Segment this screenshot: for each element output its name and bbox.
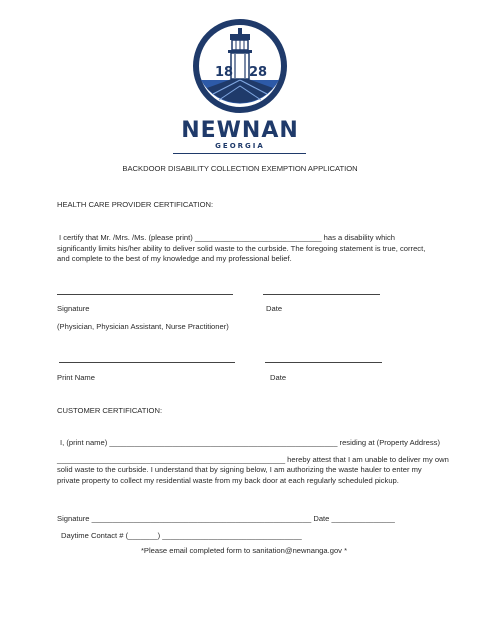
logo-city-name: NEWNAN (181, 118, 299, 143)
customer-statement (57, 438, 449, 486)
signature-label: Signature (57, 304, 90, 313)
customer-signature-line[interactable]: Signature ____________________________________________________ Date _______________ (57, 514, 395, 523)
hcp-line-1: I certify that Mr. /Mrs. /Ms. (please print) ______________________________ has a disability which (59, 233, 396, 242)
logo-state-name: GEORGIA (215, 142, 265, 150)
logo-divider (173, 153, 306, 154)
email-note: *Please email completed form to sanitation@newnanga.gov * (140, 546, 348, 555)
logo-year-left: 18 (215, 65, 234, 80)
print-name-label: Print Name (57, 373, 95, 382)
hcp-date-line[interactable] (263, 294, 380, 295)
city-seal-icon (193, 16, 287, 116)
logo-year-right: 28 (249, 65, 268, 80)
newnan-logo (193, 16, 287, 116)
hcp-signature-line[interactable] (57, 294, 233, 295)
customer-line-1: I, (print name) ______________________________________________________ residing at (Property Address) (60, 438, 440, 447)
print-name-line[interactable] (59, 362, 235, 363)
hcp-heading: HEALTH CARE PROVIDER CERTIFICATION: (57, 200, 214, 209)
hcp-line-2: significantly limits his/her ability to deliver solid waste to the curbside. The foregoing statement is true, correct, (57, 243, 426, 253)
form-title: BACKDOOR DISABILITY COLLECTION EXEMPTION APPLICATION (122, 164, 358, 173)
date-label-2: Date (270, 373, 287, 382)
date-label-1: Date (266, 304, 283, 313)
customer-line-4: private property to collect my residential waste from my back door at each regularly scheduled pickup. (57, 475, 399, 485)
hcp-statement (57, 233, 427, 265)
customer-line-3: solid waste to the curbside. I understand that by signing below, I am authorizing the waste hauler to enter my (57, 465, 422, 475)
hcp-date-line-2[interactable] (265, 362, 382, 363)
hcp-line-3: and complete to the best of my knowledge and my professional belief. (57, 254, 292, 264)
customer-heading: CUSTOMER CERTIFICATION: (57, 406, 163, 415)
customer-line-2: ______________________________________________________ hereby attest that I am unable to deliver my own (57, 454, 449, 464)
daytime-contact-line[interactable]: Daytime Contact # (_______) _________________________________ (61, 531, 302, 540)
provider-types: (Physician, Physician Assistant, Nurse Practitioner) (57, 322, 229, 331)
